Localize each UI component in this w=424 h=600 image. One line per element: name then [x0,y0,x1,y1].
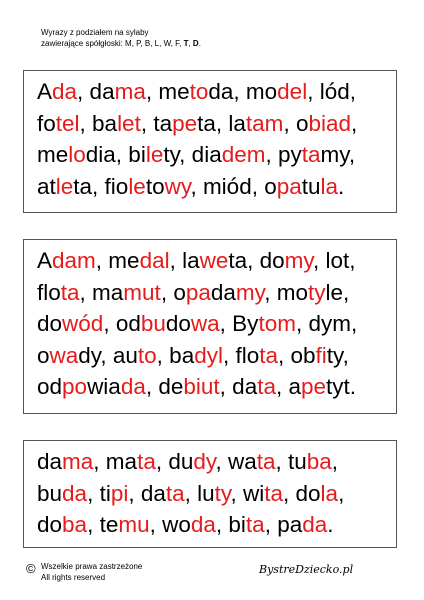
syllable-text: od [37,374,63,399]
syllable-text: , o [283,110,309,136]
word-line [37,478,386,510]
highlighted-syllable: pa [185,279,211,305]
highlighted-syllable: we [199,248,229,273]
word-line [37,277,386,309]
syllable-text: , du [155,449,194,474]
highlighted-syllable: tam [245,110,284,136]
highlighted-syllable: mut [123,279,161,305]
highlighted-syllable: ta [264,480,284,506]
highlighted-syllable: da [52,79,78,104]
highlighted-syllable: ba [306,449,332,474]
highlighted-syllable: my [235,279,265,305]
highlighted-syllable: biad [308,110,352,136]
highlighted-syllable: tom [258,311,296,336]
highlighted-syllable: ty [308,279,326,305]
syllable-text: fo [37,110,56,136]
syllable-text: ta, la [197,110,246,136]
syllable-text: to [145,173,165,199]
word-line [37,171,386,203]
highlighted-syllable: wa [190,311,220,336]
syllable-text: , do [283,480,321,506]
syllable-text: , pa [264,512,303,537]
syllable-text: my, [320,142,356,167]
highlighted-syllable: la [320,480,339,506]
syllable-text: , flo [222,342,260,368]
highlighted-syllable: le [128,173,146,199]
syllable-text: , ba [79,110,118,136]
header-subtitle [41,38,201,49]
syllable-text: , o [160,279,186,305]
brand-logo-text: BystreDziecko.pl [259,563,354,576]
word-line [37,371,386,403]
syllable-text: tyt. [326,374,357,399]
word-line [37,108,386,140]
word-line [37,139,386,171]
highlighted-syllable: ta [256,449,276,474]
highlighted-syllable: dem [221,142,266,167]
highlighted-syllable: wy [164,173,191,199]
syllable-text: , lot, [313,248,356,273]
highlighted-syllable: ma [62,449,94,474]
highlighted-syllable: le [145,142,164,167]
highlighted-syllable: ta [245,512,265,537]
syllable-text: wia [87,374,121,399]
highlighted-syllable: da [62,480,88,506]
header-t: T [183,39,189,48]
syllable-text: , lu [184,480,215,506]
highlighted-syllable: mu [118,512,150,537]
syllable-text: , [331,449,339,474]
syllable-text: , da [219,374,258,399]
highlighted-syllable: lo [68,142,86,167]
highlighted-syllable: ta [257,374,276,399]
highlighted-syllable: biut [183,374,220,399]
highlighted-syllable: wód [62,311,104,336]
highlighted-syllable: ta [301,142,321,167]
syllable-text: do [165,311,191,336]
syllable-text: , By [219,311,259,336]
header-title: Wyrazy z podziałem na sylaby [41,28,149,37]
highlighted-syllable: wa [49,342,79,368]
syllable-text: . [327,512,334,537]
word-box-3 [23,440,397,548]
syllable-text: da, mo [208,79,278,104]
highlighted-syllable: da [190,512,216,537]
highlighted-syllable: po [62,374,88,399]
syllable-text: do [37,512,63,537]
syllable-text: , ba [156,342,195,368]
highlighted-syllable: tel [55,110,80,136]
highlighted-syllable: pa [276,173,302,199]
syllable-text: , [351,110,358,136]
syllable-text: tu [301,173,321,199]
highlighted-syllable: dam [52,248,96,273]
syllable-text: , miód, o [190,173,277,199]
word-box-2 [23,239,397,414]
word-line [37,76,386,108]
syllable-text: , tu [275,449,307,474]
syllable-text: , me [145,79,190,104]
highlighted-syllable: ta [259,342,279,368]
syllable-text: le, [325,279,350,305]
word-line [37,509,386,541]
highlighted-syllable: ta [60,279,80,305]
highlighted-syllable: ta [165,480,185,506]
syllable-text: do [37,311,63,336]
syllable-text: da [210,279,236,305]
syllable-text: ta, fio [73,173,129,199]
syllable-text: , ma [93,449,138,474]
syllable-text: , ta [140,110,173,136]
syllable-text: o [37,342,50,368]
syllable-text: A [37,79,53,104]
syllable-text: , wo [149,512,191,537]
rights-pl: Wszelkie prawa zastrzeżone [41,562,143,571]
header-consonants: zawierające spółgłoski: M, P, B, L, W, F, [41,39,184,48]
syllable-text: , ob [278,342,316,368]
syllable-text: , me [95,248,140,273]
highlighted-syllable: to [189,79,209,104]
highlighted-syllable: my [284,248,313,273]
syllable-text: , ti [87,480,111,506]
syllable-text: , da [128,480,166,506]
highlighted-syllable: fi [315,342,327,368]
syllable-text: , lód, [307,79,356,104]
syllable-text: , dym, [295,311,358,336]
header-d: D [192,39,199,48]
highlighted-syllable: ma [114,79,146,104]
highlighted-syllable: le [55,173,74,199]
syllable-text: , de [145,374,184,399]
syllable-text: , mo [264,279,308,305]
worksheet-header [41,27,201,49]
syllable-text: dia, bi [85,142,146,167]
syllable-text: , [338,480,345,506]
syllable-text: , a [275,374,301,399]
highlighted-syllable: dy [193,449,216,474]
syllable-text: . [338,173,345,199]
highlighted-syllable: la [320,173,339,199]
syllable-text: , py [265,142,302,167]
syllable-text: , wa [215,449,257,474]
word-line [37,340,386,372]
word-line [37,308,386,340]
header-end: . [198,39,201,48]
highlighted-syllable: ty [214,480,231,506]
highlighted-syllable: ba [62,512,88,537]
highlighted-syllable: pe [172,110,198,136]
rights-en: All rights reserved [41,573,106,582]
syllable-text: , od [103,311,141,336]
syllable-text: flo [37,279,61,305]
highlighted-syllable: bu [140,311,166,336]
syllable-text: bu [37,480,63,506]
syllable-text: , wi [230,480,265,506]
copyright-icon: © [26,561,36,576]
highlighted-syllable: del [277,79,308,104]
header-sep: , [188,39,193,48]
syllable-text: , la [169,248,200,273]
syllable-text: dy, au [78,342,138,368]
syllable-text: me [37,142,69,167]
syllable-text: ta, do [228,248,285,273]
syllable-text: , ma [79,279,124,305]
syllable-text: , bi [215,512,246,537]
highlighted-syllable: dyl [194,342,223,368]
highlighted-syllable: let [117,110,141,136]
word-line [37,245,386,277]
highlighted-syllable: to [137,342,157,368]
highlighted-syllable: da [302,512,328,537]
rights-notice [41,561,142,583]
syllable-text: da [37,449,63,474]
highlighted-syllable: ta [137,449,156,474]
syllable-text: at [37,173,56,199]
word-box-1 [23,70,397,213]
syllable-text: ty, dia [163,142,222,167]
highlighted-syllable: pi [110,480,129,506]
syllable-text: , te [87,512,119,537]
syllable-text: , da [77,79,115,104]
highlighted-syllable: dal [139,248,170,273]
syllable-text: ty, [326,342,349,368]
highlighted-syllable: pe [301,374,327,399]
highlighted-syllable: da [120,374,146,399]
syllable-text: A [37,248,53,273]
word-line [37,446,386,478]
